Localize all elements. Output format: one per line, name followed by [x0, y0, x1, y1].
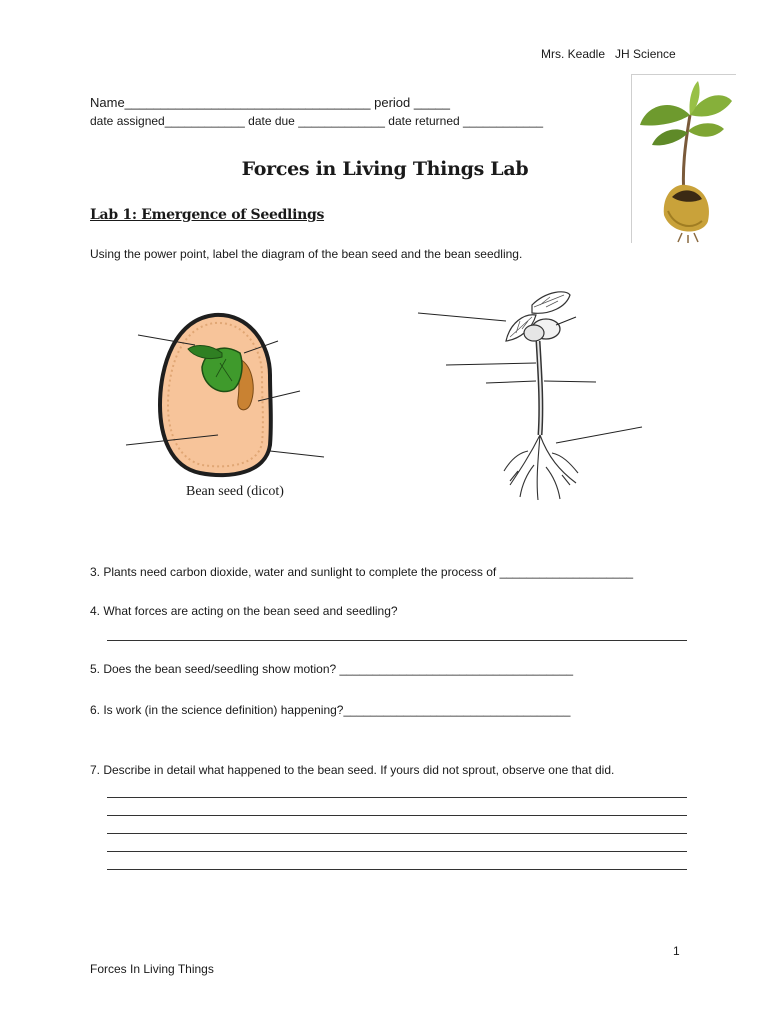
answer-line-q7-2[interactable]: [107, 815, 687, 816]
instructions: Using the power point, label the diagram of the bean seed and the bean seedling.: [90, 247, 523, 261]
question-5: 5. Does the bean seed/seedling show motion? ___________________________________: [90, 662, 574, 676]
answer-line-q7-5[interactable]: [107, 869, 687, 870]
page-number: 1: [673, 944, 680, 958]
question-4: 4. What forces are acting on the bean seed and seedling?: [90, 604, 398, 618]
footer-text: Forces In Living Things: [90, 962, 214, 976]
lab-heading: Lab 1: Emergence of Seedlings: [90, 207, 325, 223]
teacher-name: Mrs. Keadle: [541, 47, 606, 61]
seed-caption: Bean seed (dicot): [186, 484, 284, 499]
question-7: 7. Describe in detail what happened to the bean seed. If yours did not sprout, observe one that did.: [90, 763, 615, 777]
bean-seedling-diagram: [410, 285, 650, 505]
dates-line: date assigned____________ date due _____________ date returned ____________: [90, 114, 544, 128]
question-3: 3. Plants need carbon dioxide, water and sunlight to complete the process of ____________________: [90, 565, 634, 579]
answer-line-q7-3[interactable]: [107, 833, 687, 834]
name-period-line: Name__________________________________ period _____: [90, 95, 451, 110]
answer-line-q4[interactable]: [107, 640, 687, 641]
question-6: 6. Is work (in the science definition) happening?__________________________________: [90, 703, 571, 717]
answer-line-q7-1[interactable]: [107, 797, 687, 798]
header-teacher: [541, 47, 676, 61]
subject-name: JH Science: [615, 47, 676, 61]
page-title: Forces in Living Things Lab: [241, 158, 529, 180]
bean-seed-diagram: [120, 305, 350, 485]
answer-line-q7-4[interactable]: [107, 851, 687, 852]
